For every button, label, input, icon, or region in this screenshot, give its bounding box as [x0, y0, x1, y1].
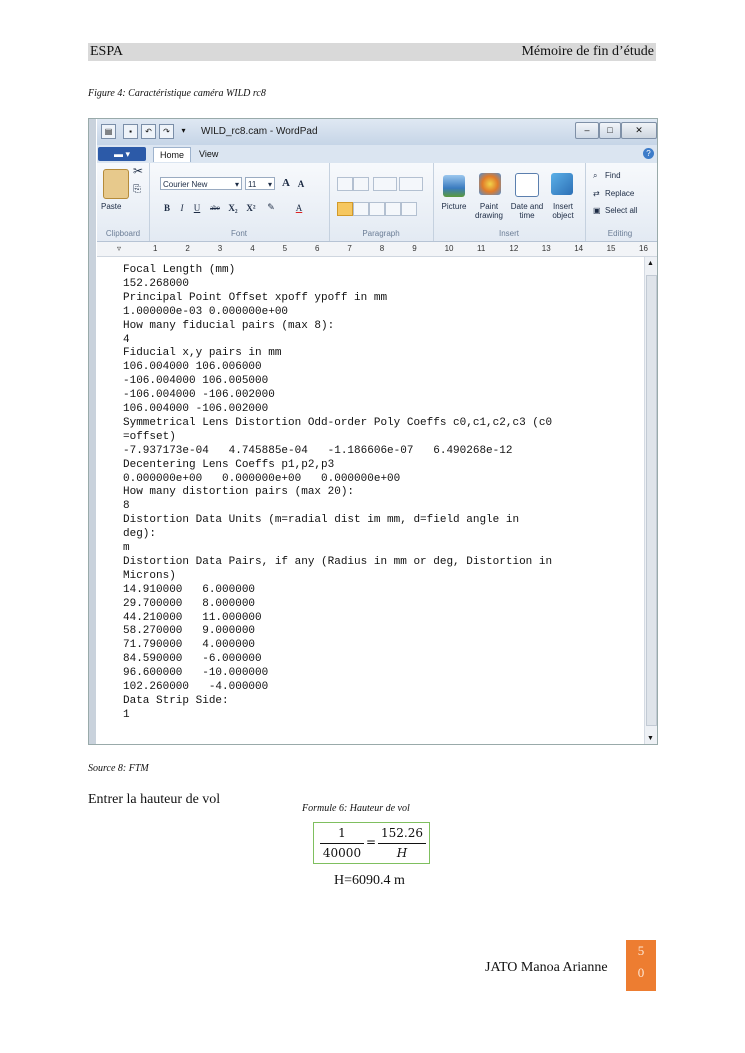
- paint-button-label[interactable]: Paint drawing: [474, 202, 503, 220]
- document-line: How many fiducial pairs (max 8):: [123, 319, 335, 332]
- document-line: Symmetrical Lens Distortion Odd-order Poly Coeffs c0,c1,c2,c3 (c0: [123, 416, 553, 429]
- page-header: [88, 43, 656, 61]
- document-line: Microns): [123, 569, 176, 582]
- vertical-scrollbar[interactable]: [644, 257, 657, 744]
- paragraph-dialog-icon[interactable]: [401, 202, 417, 216]
- subscript-button[interactable]: X₂: [228, 203, 238, 213]
- ruler-tick-label: 10: [444, 244, 454, 253]
- document-line: Distortion Data Units (m=radial dist im mm, d=field angle in: [123, 514, 520, 527]
- scrollbar-thumb[interactable]: [646, 275, 657, 726]
- document-line: 4: [123, 333, 130, 346]
- document-line: 71.790000 4.000000: [123, 639, 256, 652]
- minimize-button[interactable]: –: [575, 122, 599, 139]
- paragraph-group-label: Paragraph: [362, 229, 400, 238]
- formula-left-numerator: 1: [338, 826, 346, 840]
- document-line: 1: [123, 708, 130, 721]
- document-line: Fiducial x,y pairs in mm: [123, 347, 282, 360]
- close-button[interactable]: ✕: [621, 122, 657, 139]
- ruler-tick-label: 13: [541, 244, 551, 253]
- paragraph-group: [329, 163, 434, 241]
- ribbon: [97, 163, 657, 242]
- ruler-indent-marker[interactable]: ▿: [117, 244, 122, 253]
- figure-caption: Figure 4: Caractéristique caméra WILD rc8: [88, 88, 266, 99]
- help-icon[interactable]: ?: [643, 148, 654, 159]
- find-button[interactable]: Find: [605, 171, 621, 180]
- document-line: =offset): [123, 430, 176, 443]
- document-line: 102.260000 -4.000000: [123, 681, 269, 693]
- formula-left-denominator: 40000: [322, 846, 362, 860]
- page-number-digit-2: 0: [637, 965, 645, 980]
- ruler-tick-label: 15: [606, 244, 616, 253]
- document-line: 1.000000e-03 0.000000e+00: [123, 305, 289, 318]
- select-all-button[interactable]: Select all: [605, 206, 638, 215]
- header-left: ESPA: [90, 44, 123, 59]
- picture-button-label[interactable]: Picture: [441, 202, 467, 211]
- insert-group-label: Insert: [498, 229, 519, 238]
- ruler-tick-label: 3: [217, 244, 223, 253]
- ribbon-tabs: [97, 145, 657, 163]
- document-line: 106.004000 106.006000: [123, 361, 262, 374]
- picture-icon[interactable]: [443, 175, 465, 197]
- align-left-icon[interactable]: [337, 202, 353, 216]
- save-icon[interactable]: ▪: [123, 124, 138, 139]
- date-time-icon[interactable]: [515, 173, 539, 197]
- page-number-digit-1: 5: [637, 943, 645, 958]
- ruler-tick-label: 5: [282, 244, 288, 253]
- highlight-icon[interactable]: ✎: [267, 203, 275, 213]
- body-text: Entrer la hauteur de vol: [88, 792, 221, 807]
- ruler-tick-label: 4: [250, 244, 255, 253]
- ruler-tick-label: 9: [412, 244, 417, 253]
- document-line: 58.270000 9.000000: [123, 625, 256, 638]
- align-center-icon[interactable]: [353, 202, 369, 216]
- document-line: m: [123, 542, 130, 554]
- ruler-tick-label: 1: [153, 244, 158, 253]
- ruler-tick-label: 6: [315, 244, 320, 253]
- font-group-label: Font: [230, 229, 247, 238]
- document-line: 106.004000 -106.002000: [123, 403, 269, 415]
- strikethrough-button[interactable]: abe: [210, 204, 220, 212]
- bold-button[interactable]: B: [163, 203, 170, 213]
- editing-group-label: Editing: [607, 229, 633, 238]
- result-text: H=6090.4 m: [334, 873, 405, 888]
- document-line: -7.937173e-04 4.745885e-04 -1.186606e-07 6.490268e-12: [123, 444, 513, 457]
- fraction-bar-left: [320, 843, 364, 844]
- increase-indent-icon[interactable]: [353, 177, 369, 191]
- font-color-icon[interactable]: A: [295, 203, 303, 213]
- insert-object-button-label[interactable]: Insert object: [552, 202, 574, 220]
- clipboard-group-label: Clipboard: [105, 229, 141, 238]
- document-line: Decentering Lens Coeffs p1,p2,p3: [123, 458, 335, 471]
- font-group: [149, 163, 330, 241]
- decrease-indent-icon[interactable]: [337, 177, 353, 191]
- window-title: WILD_rc8.cam - WordPad: [201, 126, 318, 137]
- document-line: 8: [123, 500, 130, 513]
- document-area[interactable]: [97, 257, 645, 744]
- paste-icon[interactable]: [103, 169, 129, 199]
- replace-button[interactable]: Replace: [605, 189, 635, 198]
- paint-drawing-icon[interactable]: [479, 173, 501, 195]
- document-line: -106.004000 -106.002000: [123, 389, 275, 402]
- document-line: 0.000000e+00 0.000000e+00 0.000000e+00: [123, 472, 401, 485]
- formula-box: [313, 822, 430, 864]
- customize-arrow-icon[interactable]: ▾: [181, 126, 186, 135]
- formula-right-numerator: 152.26: [381, 826, 423, 840]
- find-icon[interactable]: ⌕: [593, 171, 598, 180]
- editing-group: [585, 163, 655, 241]
- formula-right-denominator: H: [396, 846, 408, 860]
- grow-font-button[interactable]: A: [282, 177, 290, 189]
- copy-icon[interactable]: ⎘: [133, 184, 141, 195]
- tab-home[interactable]: Home: [153, 147, 191, 162]
- document-line: Data Strip Side:: [123, 694, 229, 707]
- page-number-box: [626, 940, 656, 991]
- document-line: -106.004000 106.005000: [123, 375, 269, 388]
- align-right-icon[interactable]: [369, 202, 385, 216]
- ruler-tick-label: 14: [574, 244, 584, 253]
- document-line: 44.210000 11.000000: [123, 611, 262, 624]
- scroll-down-icon[interactable]: ▼: [647, 734, 654, 742]
- cut-icon[interactable]: ✂: [133, 164, 144, 178]
- paste-label[interactable]: Paste: [101, 202, 122, 211]
- ruler-tick-label: 8: [379, 244, 385, 253]
- font-family-select[interactable]: [160, 177, 242, 190]
- formula-caption: Formule 6: Hauteur de vol: [302, 803, 410, 814]
- underline-button[interactable]: U: [193, 203, 201, 213]
- document-line: 152.268000: [123, 277, 190, 290]
- source-caption: Source 8: FTM: [88, 763, 149, 774]
- ruler-tick-label: 16: [639, 244, 648, 253]
- fraction-bar-right: [378, 843, 426, 844]
- insert-group: [433, 163, 586, 241]
- formula-equals: =: [365, 835, 377, 849]
- file-menu-button[interactable]: ▬ ▾: [98, 147, 146, 161]
- document-line: 96.600000 -10.000000: [123, 667, 269, 680]
- ruler-tick-label: 7: [347, 244, 352, 253]
- font-size-select[interactable]: [245, 177, 275, 190]
- document-line: Focal Length (mm): [123, 264, 236, 276]
- chevron-down-icon: ▾: [267, 180, 272, 189]
- ruler-tick-label: 11: [477, 244, 486, 253]
- undo-icon[interactable]: ↶: [141, 124, 156, 139]
- document-line: How many distortion pairs (max 20):: [123, 486, 355, 499]
- font-family-value: Courier New: [163, 180, 208, 189]
- line-spacing-icon[interactable]: [399, 177, 423, 191]
- ruler-tick-label: 2: [185, 244, 190, 253]
- document-line: 84.590000 -6.000000: [123, 653, 262, 666]
- list-icon[interactable]: [373, 177, 397, 191]
- maximize-button[interactable]: □: [599, 122, 621, 139]
- font-size-value: 11: [248, 180, 257, 189]
- superscript-button[interactable]: X²: [246, 203, 256, 213]
- tab-view[interactable]: View: [199, 149, 219, 159]
- ruler[interactable]: [97, 242, 657, 257]
- ruler-tick-label: 12: [509, 244, 519, 253]
- select-all-icon[interactable]: ▣: [593, 206, 601, 215]
- document-line: deg):: [123, 528, 157, 541]
- document-line: 14.910000 6.000000: [123, 583, 256, 596]
- header-right: Mémoire de fin d’étude: [521, 44, 654, 59]
- redo-icon[interactable]: ↷: [159, 124, 174, 139]
- chevron-down-icon: ▾: [234, 180, 239, 189]
- wordpad-screenshot: [88, 118, 658, 745]
- italic-button[interactable]: I: [180, 203, 184, 213]
- document-line: 29.700000 8.000000: [123, 597, 256, 610]
- replace-icon[interactable]: ⇄: [593, 189, 600, 198]
- footer-author: JATO Manoa Arianne: [485, 960, 608, 975]
- document-line: Distortion Data Pairs, if any (Radius in mm or deg, Distortion in: [123, 555, 553, 568]
- date-time-button-label[interactable]: Date and time: [510, 202, 544, 220]
- left-edge-strip: [89, 119, 96, 744]
- scroll-up-icon[interactable]: ▲: [647, 259, 654, 267]
- clipboard-group: [97, 163, 150, 241]
- justify-icon[interactable]: [385, 202, 401, 216]
- app-icon: ▤: [101, 124, 116, 139]
- title-bar: [97, 119, 657, 145]
- document-line: Principal Point Offset xpoff ypoff in mm: [123, 291, 388, 304]
- shrink-font-button[interactable]: A: [297, 179, 305, 189]
- insert-object-icon[interactable]: [551, 173, 573, 195]
